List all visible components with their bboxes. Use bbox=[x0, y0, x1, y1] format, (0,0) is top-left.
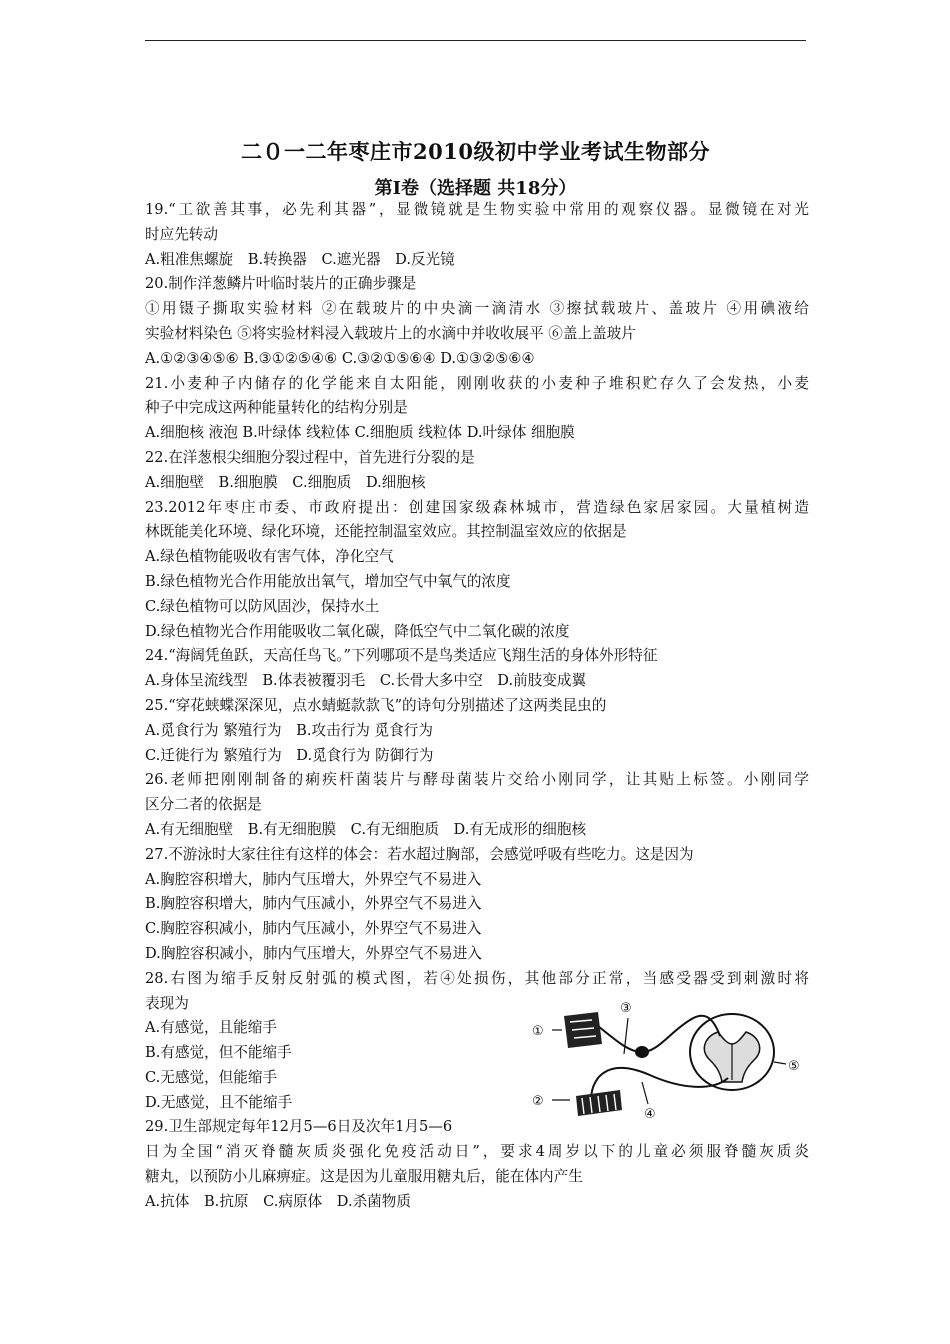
text-line: C.绿色植物可以防风固沙，保持水土 bbox=[145, 597, 380, 615]
text-line: A.粗准焦螺旋 B.转换器 C.遮光器 D.反光镜 bbox=[145, 250, 455, 268]
text-line: A.细胞核 液泡 B.叶绿体 线粒体 C.细胞质 线粒体 D.叶绿体 细胞膜 bbox=[145, 424, 575, 442]
text-line: 27.不游泳时大家往往有这样的体会：若水超过胸部，会感觉呼吸有些吃力。这是因为 bbox=[145, 845, 694, 863]
text-line: A.身体呈流线型 B.体表被覆羽毛 C.长骨大多中空 D.前肢变成翼 bbox=[145, 672, 587, 690]
text-line: 26.老师把刚刚制备的痢疾杆菌装片与酵母菌装片交给小刚同学，让其贴上标签。小刚同学 bbox=[145, 771, 809, 789]
text-line: B.胸腔容积增大，肺内气压减小，外界空气不易进入 bbox=[145, 895, 482, 913]
text-line: 23.2012年枣庄市委、市政府提出：创建国家级森林城市，营造绿色家居家园。大量植树造 bbox=[145, 498, 809, 516]
text-line: 区分二者的依据是 bbox=[145, 796, 262, 814]
text-line: C.迁徙行为 繁殖行为 D.觅食行为 防御行为 bbox=[145, 746, 434, 764]
exam-title: 二０一二年枣庄市2010级初中学业考试生物部分 bbox=[241, 139, 710, 164]
label-1: ① bbox=[532, 1024, 544, 1039]
label-3: ③ bbox=[620, 1001, 632, 1016]
text-line: A.①②③④⑤⑥ B.③①②⑤④⑥ C.③②①⑤⑥④ D.①③②⑤⑥④ bbox=[145, 349, 535, 367]
text-line: 19.“工欲善其事，必先利其器”，显微镜就是生物实验中常用的观察仪器。显微镜在对光 bbox=[145, 201, 809, 218]
text-line: B.绿色植物光合作用能放出氧气，增加空气中氧气的浓度 bbox=[145, 572, 511, 590]
text-line: A.细胞壁 B.细胞膜 C.细胞质 D.细胞核 bbox=[145, 473, 426, 491]
text-line: 林既能美化环境、绿化环境，还能控制温室效应。其控制温室效应的依据是 bbox=[145, 523, 627, 541]
text-line: 21.小麦种子内储存的化学能来自太阳能，刚刚收获的小麦种子堆积贮存久了会发热，小麦 bbox=[145, 374, 809, 392]
text-line: D.胸腔容积减小，肺内气压增大，外界空气不易进入 bbox=[145, 944, 482, 962]
text-line: C.无感觉，但能缩手 bbox=[145, 1068, 278, 1086]
label-4: ④ bbox=[644, 1107, 656, 1122]
text-line: A.胸腔容积增大，肺内气压增大，外界空气不易进入 bbox=[145, 870, 482, 888]
text-line: A.绿色植物能吸收有害气体，净化空气 bbox=[145, 548, 394, 566]
text-line: 表现为 bbox=[145, 994, 189, 1012]
text-line: A.有感觉，且能缩手 bbox=[145, 1019, 277, 1037]
receptor-skin bbox=[564, 1012, 602, 1048]
text-line: 实验材料染色 ⑤将实验材料浸入载玻片上的水滴中并收收展平 ⑥盖上盖玻片 bbox=[145, 324, 636, 342]
text-line: 糖丸，以预防小儿麻痹症。这是因为儿童服用糖丸后，能在体内产生 bbox=[145, 1168, 583, 1186]
ganglion bbox=[636, 1047, 648, 1057]
text-line: ①用镊子撕取实验材料 ②在载玻片的中央滴一滴清水 ③擦拭载玻片、盖玻片 ④用碘液给 bbox=[145, 300, 809, 318]
text-line: 28.右图为缩手反射反射弧的模式图，若④处损伤，其他部分正常，当感受器受到刺激时将 bbox=[145, 969, 809, 987]
reflex-arc-diagram bbox=[530, 992, 808, 1122]
text-line: A.有无细胞壁 B.有无细胞膜 C.有无细胞质 D.有无成形的细胞核 bbox=[145, 820, 587, 838]
label-5: ⑤ bbox=[788, 1059, 800, 1074]
text-line: A.抗体 B.抗原 C.病原体 D.杀菌物质 bbox=[145, 1192, 411, 1210]
text-line: 25.“穿花蛱蝶深深见，点水蜻蜓款款飞”的诗句分别描述了这两类昆虫的 bbox=[145, 696, 607, 714]
label-2: ② bbox=[532, 1094, 544, 1109]
text-line: D.绿色植物光合作用能吸收二氧化碳，降低空气中二氧化碳的浓度 bbox=[145, 622, 570, 640]
text-line: D.无感觉，且不能缩手 bbox=[145, 1093, 293, 1111]
section-title: 第Ⅰ卷（选择题 共18分） bbox=[374, 178, 577, 199]
text-line: 24.“海阔凭鱼跃，天高任鸟飞。”下列哪项不是鸟类适应飞翔生活的身体外形特征 bbox=[145, 647, 658, 665]
text-line: 种子中完成这两种能量转化的结构分别是 bbox=[145, 399, 408, 417]
text-line: 22.在洋葱根尖细胞分裂过程中，首先进行分裂的是 bbox=[145, 448, 475, 466]
text-line: C.胸腔容积减小，肺内气压减小，外界空气不易进入 bbox=[145, 920, 482, 938]
effector-muscle bbox=[576, 1090, 622, 1116]
text-line: A.觅食行为 繁殖行为 B.攻击行为 觅食行为 bbox=[145, 721, 433, 739]
text-line: 日为全国“消灭脊髓灰质炎强化免疫活动日”，要求4周岁以下的儿童必须服脊髓灰质炎 bbox=[145, 1143, 809, 1161]
header-rule bbox=[145, 40, 806, 41]
text-line: 29.卫生部规定每年12月5—6日及次年1月5—6 bbox=[145, 1118, 453, 1136]
afferent-neuron bbox=[598, 1016, 720, 1052]
text-line: 时应先转动 bbox=[145, 225, 218, 243]
text-line: B.有感觉，但不能缩手 bbox=[145, 1044, 292, 1062]
text-line: 20.制作洋葱鳞片叶临时装片的正确步骤是 bbox=[145, 275, 417, 293]
